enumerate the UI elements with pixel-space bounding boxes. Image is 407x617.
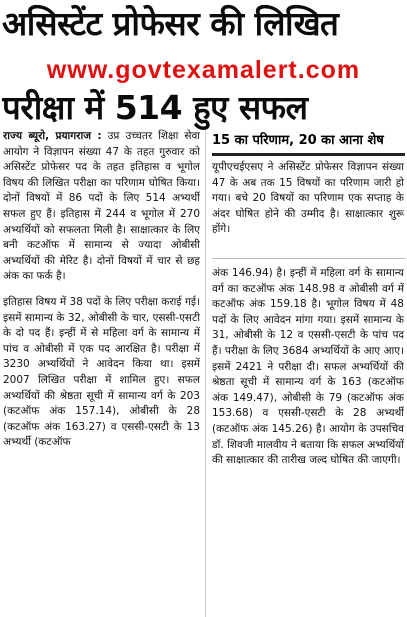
left-paragraph-1-text: उप्र उच्चतर शिक्षा सेवा आयोग ने विज्ञापन संख्या 47 के तहत गुरुवार को असिस्टेंट प्रोफेसर पद के तहत इतिहास व भूगोल विषय की लिखित परीक्षा का परिणाम घोषित किया। दोनों विषयों में 86 पदों के लिए 514 अभ्यर्थी सफल हुए हैं। इतिहास में 244 व भूगोल में 270 अभ्यर्थियों को सफलता मिली है। साक्षात्कार के लिए बनी कटऑफ में सामान्य से ज्यादा ओबीसी अभ्यर्थियों की मेरिट है। दोनों विषयों में चार से छह अंक का फर्क है। <box>3 130 200 283</box>
left-column <box>3 129 200 617</box>
right-paragraph-2: अंक 146.94) है। इन्हीं में महिला वर्ग के सामान्य वर्ग का कटऑफ अंक 148.98 व ओबीसी वर्ग में कटऑफ अंक 159.18 है। भूगोल विषय में 48 पदों के लिए आवेदन मांगा गया। इसमें सामान्य के 31, ओबीसी के 12 व एससी-एसटी के पांच पद हैं। परीक्षा के लिए 3684 अभ्यर्थियों के आए आए। इसमें 2421 ने परीक्षा दी। सफल अभ्यर्थियों की श्रेष्ठता सूची में सामान्य वर्ग के 163 (कटऑफ अंक 149.47), ओबीसी के 79 (कटऑफ अंक 153.68) व एससी-एसटी के 28 अभ्यर्थी (कटऑफ अंक 145.26) है। आयोग के उपसचिव डॉ. शिवजी मालवीय ने बताया कि सफल अभ्यर्थियों की साक्षात्कार की तारीख जल्द घोषित की जाएगी। <box>212 267 404 467</box>
right-box <box>212 160 404 252</box>
dateline: राज्य ब्यूरो, प्रयागराज : <box>3 130 102 142</box>
subheading-underline <box>212 153 405 156</box>
headline-line-2: परीक्षा में 514 हुए सफल <box>2 88 308 127</box>
right-box-divider <box>212 258 405 259</box>
headline-line-1: असिस्टेंट प्रोफेसर की लिखित <box>2 4 339 43</box>
left-paragraph-2: इतिहास विषय में 38 पदों के लिए परीक्षा कराई गई। इसमें सामान्य के 32, ओबीसी के चार, एससी-एसटी के दो पद हैं। इन्हीं में से महिला वर्ग के सामान्य में पांच व ओबीसी में एक पद आरक्षित है। परीक्षा में 3230 अभ्यर्थियों ने आवेदन किया था। इसमें 2007 लिखित परीक्षा में शामिल हुए। सफल अभ्यर्थियों की श्रेष्ठता सूची में सामान्य वर्ग के 203 (कटऑफ अंक 157.14), ओबीसी के 28 (कटऑफ अंक 163.27) व एससी-एसटी के 13 अभ्यर्थी (कटऑफ <box>3 295 200 449</box>
right-subheading: 15 का परिणाम, 20 का आना शेष <box>212 133 384 148</box>
watermark-url: www.govtexamalert.com <box>46 56 361 84</box>
right-column <box>212 266 404 617</box>
left-paragraph-1 <box>3 129 200 285</box>
column-divider <box>205 130 206 617</box>
right-paragraph-1: यूपीएचईएसए ने असिस्टेंट प्रोफेसर विज्ञापन संख्या 47 के अब तक 15 विषयों का परिणाम जारी हो गया। बचे 20 विषयों का परिणाम एक सप्ताह के अंदर घोषित होने की उम्मीद है। साक्षात्कार शुरू होंगे। <box>212 161 404 236</box>
